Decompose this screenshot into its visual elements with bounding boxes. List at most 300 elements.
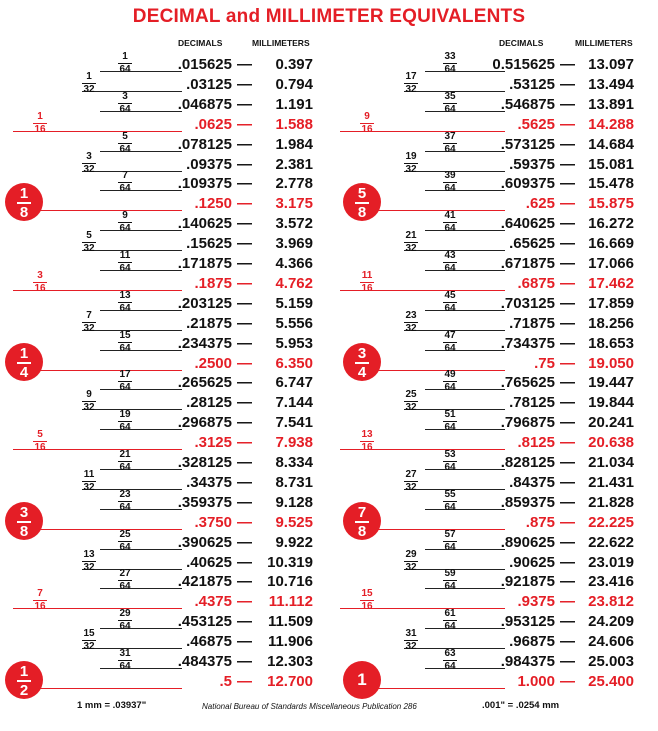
fraction-numerator: 5 (122, 130, 128, 142)
circle-denominator: 4 (19, 363, 29, 381)
millimeters-header-left: MILLIMETERS (252, 38, 310, 48)
fraction-numerator: 51 (444, 409, 456, 421)
millimeter-value: 1.984 (275, 135, 313, 153)
millimeter-value: 5.953 (275, 334, 313, 352)
dash: — (237, 672, 252, 690)
fraction-64ths (443, 450, 457, 473)
fraction-numerator: 37 (444, 130, 456, 142)
dash: — (560, 155, 575, 173)
millimeter-value: 25.400 (588, 672, 634, 690)
fraction-circle (343, 183, 381, 221)
fraction-64ths (118, 569, 132, 592)
dash: — (237, 75, 252, 93)
fraction-denominator: 16 (34, 282, 46, 294)
fraction-numerator: 5 (86, 230, 92, 242)
fraction-64ths (443, 370, 457, 393)
fraction-numerator: 55 (444, 488, 456, 500)
circle-numerator: 1 (19, 662, 29, 680)
fraction-64ths (118, 450, 132, 473)
dash: — (560, 434, 575, 452)
fraction-denominator: 64 (444, 541, 456, 553)
fraction-denominator: 64 (444, 64, 456, 75)
dash: — (237, 294, 252, 312)
millimeter-value: 7.144 (275, 394, 313, 412)
fraction-denominator: 64 (119, 103, 131, 115)
decimal-value: .015625 (177, 56, 232, 73)
millimeter-value: 5.556 (275, 314, 313, 332)
dash: — (237, 394, 252, 412)
fraction-64ths (118, 370, 132, 393)
fraction-denominator: 64 (119, 223, 131, 235)
fraction-numerator: 1 (122, 51, 128, 62)
fraction-32nds (404, 390, 418, 413)
millimeter-value: 13.494 (588, 75, 634, 93)
fraction-64ths (443, 490, 457, 513)
millimeter-value: 17.066 (588, 255, 634, 272)
fraction-denominator: 64 (119, 422, 131, 434)
fraction-numerator: 9 (364, 110, 370, 122)
decimal-value: .859375 (500, 493, 555, 511)
fraction-denominator: 64 (119, 501, 131, 513)
dash: — (237, 473, 252, 491)
fraction-16ths (360, 112, 374, 135)
fraction-denominator: 64 (444, 382, 456, 394)
fraction-numerator: 13 (119, 289, 131, 301)
fraction-numerator: 19 (405, 150, 417, 162)
decimal-value: .953125 (500, 613, 555, 631)
fraction-numerator: 25 (119, 528, 131, 540)
decimal-value: .234375 (177, 334, 232, 352)
decimal-value: .40625 (186, 553, 232, 571)
dash: — (237, 414, 252, 432)
fraction-denominator: 32 (405, 402, 417, 414)
fraction-64ths (118, 331, 132, 354)
fraction-64ths (118, 490, 132, 513)
millimeter-value: 17.462 (588, 274, 634, 292)
dash: — (560, 195, 575, 213)
fraction-circle (343, 343, 381, 381)
millimeter-value: 23.416 (588, 573, 634, 591)
millimeter-value: 7.938 (275, 434, 313, 452)
fraction-numerator: 39 (444, 170, 456, 182)
decimal-value: .046875 (177, 95, 232, 113)
decimal-value: .09375 (186, 155, 232, 173)
fraction-numerator: 45 (444, 289, 456, 301)
dash: — (237, 235, 252, 253)
decimal-value: .21875 (186, 314, 232, 332)
fraction-denominator: 64 (444, 462, 456, 473)
decimal-value: .484375 (177, 653, 232, 670)
fraction-32nds (82, 629, 96, 652)
circle-denominator: 2 (19, 681, 29, 699)
dash: — (237, 314, 252, 332)
fraction-32nds (404, 231, 418, 254)
dash: — (237, 115, 252, 133)
fraction-denominator: 32 (405, 163, 417, 175)
dash: — (560, 672, 575, 690)
millimeter-value: 24.209 (588, 613, 634, 631)
decimal-value: .171875 (177, 255, 232, 272)
fraction-numerator: 1 (86, 70, 92, 82)
dash: — (560, 274, 575, 292)
millimeter-value: 19.844 (588, 394, 634, 412)
circle-denominator: 8 (357, 204, 367, 222)
decimal-value: .265625 (177, 374, 232, 392)
fraction-16ths (360, 430, 374, 453)
fraction-denominator: 32 (83, 322, 95, 334)
circle-numerator: 5 (357, 185, 367, 203)
decimal-value: .421875 (177, 573, 232, 591)
fraction-numerator: 31 (119, 648, 131, 659)
fraction-numerator: 63 (444, 648, 456, 659)
fraction-denominator: 32 (405, 561, 417, 573)
decimal-value: 0.515625 (492, 56, 555, 73)
fraction-denominator: 64 (444, 342, 456, 354)
dash: — (237, 593, 252, 611)
dash: — (560, 593, 575, 611)
decimal-value: .453125 (177, 613, 232, 631)
decimal-value: .921875 (500, 573, 555, 591)
millimeter-value: 1.588 (275, 115, 313, 133)
fraction-16ths (33, 112, 47, 135)
fraction-64ths (443, 132, 457, 155)
dash: — (560, 533, 575, 551)
fraction-64ths (443, 530, 457, 553)
fraction-numerator: 11 (119, 250, 131, 261)
fraction-32nds (82, 72, 96, 95)
dash: — (560, 255, 575, 272)
fraction-32nds (404, 311, 418, 334)
fraction-64ths (443, 410, 457, 433)
millimeter-value: 4.762 (275, 274, 313, 292)
millimeter-value: 22.622 (588, 533, 634, 551)
fraction-numerator: 1 (37, 110, 43, 122)
fraction-numerator: 43 (444, 250, 456, 261)
decimal-value: .15625 (186, 235, 232, 253)
dash: — (560, 573, 575, 591)
decimal-value: .875 (525, 513, 555, 531)
millimeter-value: 11.112 (268, 593, 313, 611)
dash: — (237, 493, 252, 511)
decimal-value: .3750 (194, 513, 232, 531)
fraction-denominator: 16 (34, 123, 46, 135)
millimeter-value: 20.638 (588, 434, 634, 452)
fraction-circle: 1 (343, 661, 381, 699)
millimeter-value: 19.447 (588, 374, 634, 392)
fraction-denominator: 32 (83, 243, 95, 255)
dash: — (237, 56, 252, 73)
fraction-denominator: 64 (119, 302, 131, 314)
millimeter-value: 18.653 (588, 334, 634, 352)
fraction-denominator: 64 (119, 382, 131, 394)
dash: — (560, 394, 575, 412)
millimeter-value: 10.716 (267, 573, 313, 591)
fraction-numerator: 47 (444, 329, 456, 341)
fraction-64ths (443, 291, 457, 314)
dash: — (560, 334, 575, 352)
fraction-32nds (82, 152, 96, 175)
fraction-32nds (82, 311, 96, 334)
fraction-numerator: 61 (444, 608, 456, 620)
fraction-denominator: 32 (83, 641, 95, 653)
decimal-value: .53125 (509, 75, 555, 93)
decimal-value: .65625 (509, 235, 555, 253)
fraction-numerator: 23 (405, 309, 417, 321)
millimeters-header-right: MILLIMETERS (575, 38, 633, 48)
fraction-64ths (118, 609, 132, 632)
millimeter-value: 13.891 (588, 95, 634, 113)
fraction-denominator: 64 (119, 143, 131, 155)
millimeter-value: 14.684 (588, 135, 634, 153)
fraction-16ths (360, 271, 374, 294)
decimal-value: .46875 (186, 633, 232, 651)
millimeter-value: 12.700 (267, 672, 313, 690)
dash: — (560, 454, 575, 471)
decimal-value: .573125 (500, 135, 555, 153)
fraction-64ths (443, 52, 457, 75)
fraction-numerator: 13 (83, 548, 95, 560)
millimeter-value: 25.003 (588, 653, 634, 670)
circle-numerator: 3 (19, 503, 29, 521)
dash: — (560, 374, 575, 392)
fraction-numerator: 9 (122, 210, 128, 222)
dash: — (237, 434, 252, 452)
millimeter-value: 13.097 (588, 56, 634, 73)
millimeter-value: 6.350 (275, 354, 313, 372)
dash: — (237, 374, 252, 392)
fraction-numerator: 35 (444, 90, 456, 102)
fraction-numerator: 17 (405, 70, 417, 82)
fraction-denominator: 16 (34, 601, 46, 613)
dash: — (237, 135, 252, 153)
fraction-numerator: 5 (37, 429, 43, 441)
fraction-numerator: 57 (444, 528, 456, 540)
fraction-denominator: 16 (361, 282, 373, 294)
fraction-numerator: 21 (119, 449, 131, 460)
decimal-value: .5 (219, 672, 232, 690)
decimal-value: .296875 (177, 414, 232, 432)
decimal-value: .34375 (186, 473, 232, 491)
fraction-numerator: 11 (83, 468, 95, 480)
millimeter-value: 10.319 (267, 553, 313, 571)
fraction-numerator: 7 (37, 588, 43, 600)
fraction-denominator: 32 (405, 641, 417, 653)
decimal-value: .640625 (500, 215, 555, 233)
dash: — (560, 314, 575, 332)
fraction-numerator: 29 (119, 608, 131, 620)
fraction-32nds (82, 231, 96, 254)
fraction-denominator: 64 (119, 183, 131, 195)
fraction-64ths (443, 569, 457, 592)
fraction-16ths (33, 430, 47, 453)
fraction-32nds (404, 72, 418, 95)
fraction-numerator: 31 (405, 628, 417, 640)
dash: — (237, 274, 252, 292)
fraction-numerator: 7 (86, 309, 92, 321)
decimal-value: .734375 (500, 334, 555, 352)
fraction-32nds (82, 470, 96, 493)
millimeter-value: 21.431 (588, 473, 634, 491)
dash: — (237, 255, 252, 272)
decimal-value: .0625 (194, 115, 232, 133)
dash: — (237, 95, 252, 113)
millimeter-value: 23.019 (588, 553, 634, 571)
millimeter-value: 15.478 (588, 175, 634, 193)
fraction-denominator: 16 (361, 442, 373, 454)
fraction-circle (5, 502, 43, 540)
millimeter-value: 19.050 (588, 354, 634, 372)
millimeter-value: 9.922 (275, 533, 313, 551)
fraction-numerator: 59 (444, 568, 456, 580)
decimal-value: .78125 (509, 394, 555, 412)
fraction-denominator: 32 (405, 83, 417, 95)
millimeter-value: 24.606 (588, 633, 634, 651)
fraction-64ths (118, 649, 132, 672)
decimal-value: .109375 (177, 175, 232, 193)
fraction-numerator: 3 (122, 90, 128, 102)
dash: — (560, 215, 575, 233)
decimal-value: .9375 (517, 593, 555, 611)
fraction-denominator: 32 (83, 561, 95, 573)
decimal-value: .4375 (194, 593, 232, 611)
fraction-circle (5, 343, 43, 381)
fraction-denominator: 64 (119, 621, 131, 633)
dash: — (237, 454, 252, 471)
circle-numerator: 7 (357, 503, 367, 521)
decimal-value: .703125 (500, 294, 555, 312)
fraction-denominator: 64 (444, 183, 456, 195)
decimal-value: .2500 (194, 354, 232, 372)
decimal-value: .90625 (509, 553, 555, 571)
fraction-32nds (404, 629, 418, 652)
decimal-value: .5625 (517, 115, 555, 133)
fraction-64ths (118, 52, 132, 75)
fraction-numerator: 17 (119, 369, 131, 381)
dash: — (237, 354, 252, 372)
fraction-64ths (118, 132, 132, 155)
fraction-numerator: 27 (119, 568, 131, 580)
fraction-numerator: 49 (444, 369, 456, 381)
millimeter-value: 4.366 (275, 255, 313, 272)
fraction-16ths (360, 589, 374, 612)
dash: — (560, 135, 575, 153)
millimeter-value: 3.572 (275, 215, 313, 233)
fraction-16ths (33, 589, 47, 612)
dash: — (237, 155, 252, 173)
dash: — (237, 513, 252, 531)
millimeter-value: 1.191 (275, 95, 313, 113)
millimeter-value: 0.794 (275, 75, 313, 93)
decimal-value: .359375 (177, 493, 232, 511)
fraction-64ths (118, 211, 132, 234)
millimeter-value: 17.859 (588, 294, 634, 312)
fraction-denominator: 16 (361, 123, 373, 135)
circle-denominator: 4 (357, 363, 367, 381)
fraction-denominator: 32 (405, 322, 417, 334)
fraction-64ths (118, 410, 132, 433)
millimeter-value: 20.241 (588, 414, 634, 432)
millimeter-value: 3.969 (275, 235, 313, 253)
fraction-denominator: 64 (119, 462, 131, 473)
fraction-numerator: 41 (444, 210, 456, 222)
decimal-value: .140625 (177, 215, 232, 233)
millimeter-value: 16.272 (588, 215, 634, 233)
fraction-64ths (118, 291, 132, 314)
fraction-64ths (118, 530, 132, 553)
fraction-numerator: 7 (122, 170, 128, 182)
millimeter-value: 9.525 (275, 513, 313, 531)
decimal-value: .28125 (186, 394, 232, 412)
millimeter-value: 6.747 (275, 374, 313, 392)
fraction-circle (5, 183, 43, 221)
decimal-value: .625 (525, 195, 555, 213)
decimal-value: .390625 (177, 533, 232, 551)
dash: — (560, 633, 575, 651)
dash: — (560, 473, 575, 491)
decimal-value: .84375 (509, 473, 555, 491)
fraction-32nds (82, 550, 96, 573)
decimal-value: .75 (534, 354, 555, 372)
fraction-denominator: 32 (83, 481, 95, 493)
decimal-value: .765625 (500, 374, 555, 392)
circle-numerator: 1 (19, 344, 29, 362)
fraction-numerator: 25 (405, 389, 417, 401)
millimeter-value: 18.256 (588, 314, 634, 332)
fraction-denominator: 64 (444, 422, 456, 434)
circle-numerator: 1 (19, 185, 29, 203)
decimal-value: .96875 (509, 633, 555, 651)
circle-denominator: 8 (357, 522, 367, 540)
dash: — (237, 633, 252, 651)
fraction-denominator: 64 (119, 541, 131, 553)
fraction-64ths (443, 211, 457, 234)
dash: — (237, 653, 252, 670)
circle-denominator: 8 (19, 204, 29, 222)
dash: — (560, 75, 575, 93)
dash: — (560, 354, 575, 372)
fraction-denominator: 64 (444, 661, 456, 672)
fraction-numerator: 19 (119, 409, 131, 421)
footer-inch-conversion: .001" = .0254 mm (482, 700, 560, 711)
millimeter-value: 22.225 (588, 513, 634, 531)
fraction-32nds (404, 152, 418, 175)
dash: — (560, 613, 575, 631)
fraction-denominator: 64 (119, 342, 131, 354)
fraction-denominator: 64 (444, 302, 456, 314)
millimeter-value: 23.812 (588, 593, 634, 611)
dash: — (237, 215, 252, 233)
fraction-denominator: 32 (83, 163, 95, 175)
millimeter-value: 2.778 (275, 175, 313, 193)
fraction-denominator: 64 (119, 64, 131, 75)
dash: — (560, 414, 575, 432)
millimeter-value: 2.381 (275, 155, 313, 173)
fraction-denominator: 64 (444, 621, 456, 633)
fraction-numerator: 3 (86, 150, 92, 162)
fraction-denominator: 32 (405, 243, 417, 255)
dash: — (560, 553, 575, 571)
fraction-64ths (443, 92, 457, 115)
millimeter-value: 8.731 (275, 473, 313, 491)
decimal-value: .03125 (186, 75, 232, 93)
decimal-value: .59375 (509, 155, 555, 173)
dash: — (560, 175, 575, 193)
millimeter-value: 5.159 (275, 294, 313, 312)
millimeter-value: 14.288 (588, 115, 634, 133)
decimal-value: .546875 (500, 95, 555, 113)
fraction-64ths (443, 649, 457, 672)
fraction-numerator: 23 (119, 488, 131, 500)
